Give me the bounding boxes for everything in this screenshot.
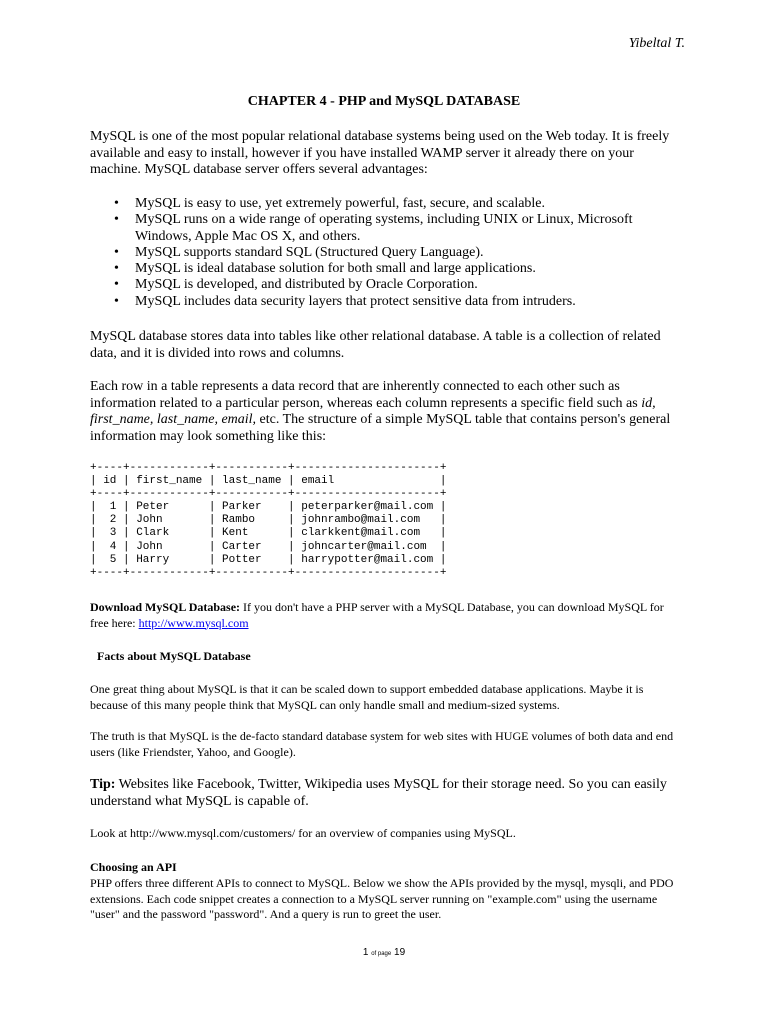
rows-paragraph (90, 379, 680, 445)
list-item: • MySQL is developed, and distributed by Oracle Corporation. (90, 277, 650, 293)
list-item: • MySQL runs on a wide range of operating systems, including UNIX or Linux, Microsoft Windows, Apple Mac OS X, and others. (90, 212, 650, 245)
sample-table-ascii: +----+------------+-----------+----------------------+ | id | first_name | last_name | email | +----+------------+-----------+----------------------+ | 1 | Peter | Parker | peterparker@mail.com | | 2 | John | Rambo | johnrambo@mail.com | | 3 | Clark | Kent | clarkkent@mail.com | | 4 | John | Carter | johncarter@mail.com | | 5 | Harry | Potter | harrypotter@mail.com | +----+------------+-----------+----------------------+ (90, 462, 447, 579)
rows-text-after: etc. The structure of a simple MySQL table that contains person's general information may look something like this: (90, 412, 671, 444)
look-at-paragraph: Look at http://www.mysql.com/customers/ for an overview of companies using MySQL. (90, 826, 516, 840)
download-label: Download MySQL Database: (90, 600, 241, 614)
facts-heading: Facts about MySQL Database (97, 649, 251, 663)
page-number (0, 947, 768, 958)
download-paragraph (90, 600, 680, 631)
advantages-list (90, 196, 650, 310)
field-names: id, first_name, last_name, email, (90, 395, 656, 427)
api-heading (90, 860, 680, 876)
tip-paragraph (90, 777, 680, 810)
list-item: • MySQL is easy to use, yet extremely powerful, fast, secure, and scalable. (90, 196, 650, 212)
list-item: • MySQL supports standard SQL (Structured Query Language). (90, 245, 650, 261)
list-item: • MySQL is ideal database solution for both small and large applications. (90, 261, 650, 277)
download-text: If you don't have a PHP server with a MySQL Database, you can download MySQL for free here: (90, 600, 664, 630)
tip-text: Websites like Facebook, Twitter, Wikipedia uses MySQL for their storage need. So you can easily understand what MySQL is capable of. (90, 777, 667, 809)
tables-paragraph: MySQL database stores data into tables like other relational database. A table is a collection of related data, and it is divided into rows and columns. (90, 329, 661, 361)
fact-paragraph-1: One great thing about MySQL is that it can be scaled down to support embedded database applications. Maybe it is because of this many people think that MySQL can only handle small and medium-sized systems. (90, 682, 644, 712)
rows-text-before: Each row in a table represents a data record that are inherently connected to each other such as information related to a particular person, whereas each column represents a specific field such as (90, 379, 642, 411)
page-of-label: of page (371, 951, 392, 957)
author-name: Yibeltal T. (628, 36, 685, 51)
list-item: • MySQL includes data security layers that protect sensitive data from intruders. (90, 294, 650, 310)
mysql-link[interactable]: http://www.mysql.com (138, 615, 249, 630)
api-paragraph: PHP offers three different APIs to connect to MySQL. Below we show the APIs provided by the mysql, mysqli, and PDO extensions. Each code snippet creates a connection to a MySQL server running on "example.com" using the username "user" and the password "password". And a query is run to greet the user. (90, 876, 674, 921)
page-current: 1 (362, 947, 369, 958)
api-heading-text: Choosing an API (90, 860, 177, 874)
intro-paragraph: MySQL is one of the most popular relational database systems being used on the Web today. It is freely available and easy to install, however if you have installed WAMP server it already there on your machine. MySQL database server offers several advantages: (90, 129, 670, 177)
chapter-title: CHAPTER 4 - PHP and MySQL DATABASE (247, 94, 521, 109)
page-total: 19 (394, 947, 406, 958)
tip-label: Tip: (90, 777, 116, 792)
fact-paragraph-2: The truth is that MySQL is the de-facto standard database system for web sites with HUGE volumes of both data and end users (like Friendster, Yahoo, and Google). (90, 729, 674, 759)
